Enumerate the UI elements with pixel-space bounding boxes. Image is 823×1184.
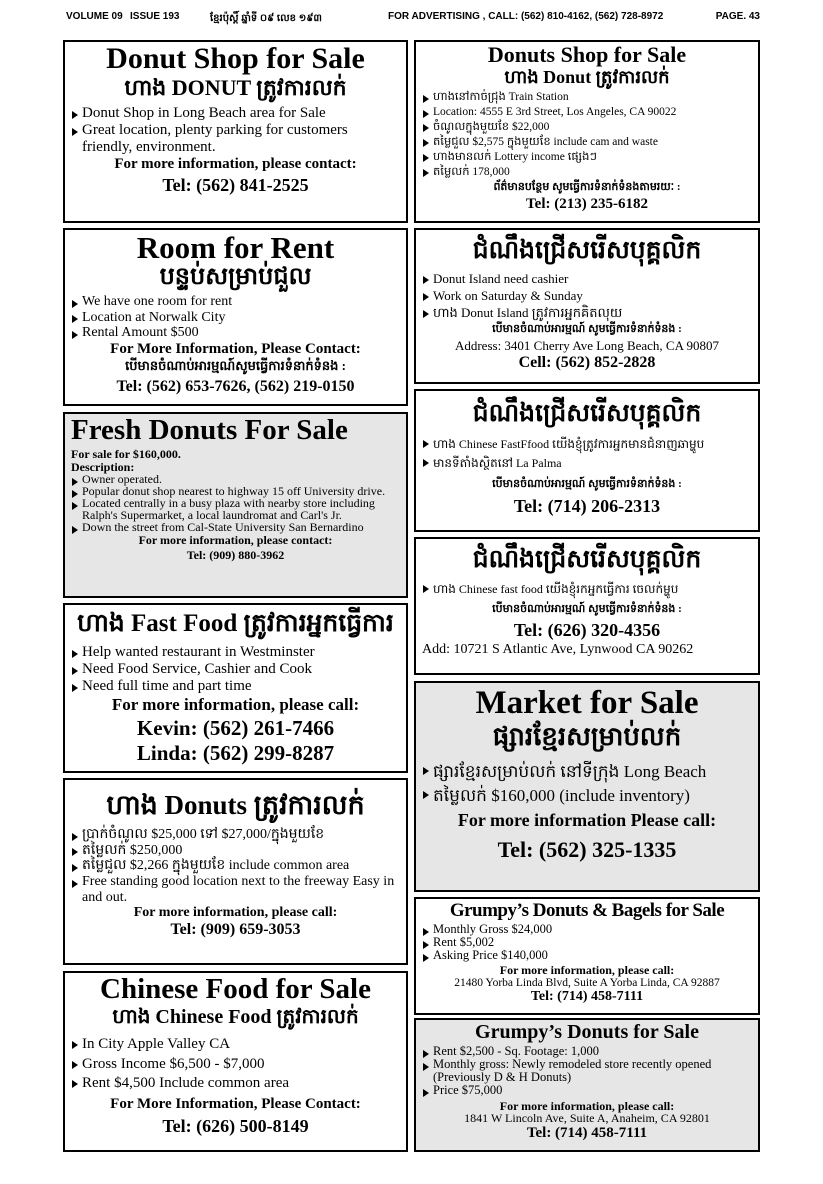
ad-hiring-fastfood-lapalma	[414, 389, 760, 532]
contact-text: For more information, please contact:	[114, 156, 357, 173]
list-item: Monthly gross: Newly remodeled store recently opened (Previously D & H Donuts)	[422, 1058, 752, 1084]
list-item: ហាងមានលក់ Lottery income ផ្សេងៗ	[422, 150, 752, 165]
list-item: ហាង Donut Island ត្រូវការអ្នកគិតលុយ	[422, 305, 752, 322]
contact-text: For more information Please call:	[457, 809, 717, 830]
list-item: Help wanted restaurant in Westminster	[71, 644, 400, 661]
address-text: 1841 W Lincoln Ave, Suite A, Anaheim, CA 92801	[464, 1111, 710, 1126]
list-item: ប្រាក់ចំណូល $25,000 ទៅ $27,000/ក្នុងមួយខែ	[71, 827, 400, 843]
list-item: Donut Island need cashier	[422, 271, 752, 288]
page-number: PAGE. 43	[715, 11, 760, 22]
khmer-contact-text: បើមានចំណាប់អារម្មណ៍សូមធ្វើការទំនាក់ទំនង :	[125, 358, 346, 374]
phone-number: Tel: (714) 458-7111	[530, 989, 644, 1005]
ad-title: ជំណឹងជ្រើសរើសបុគ្គលិក	[472, 546, 702, 573]
list-item: Need full time and part time	[71, 678, 400, 695]
phone-number: Tel: (562) 841-2525	[162, 175, 309, 196]
list-item: តម្លៃលក់ $250,000	[71, 843, 400, 859]
ad-title: Donuts Shop for Sale	[487, 42, 687, 67]
list-item: Price $75,000	[422, 1084, 752, 1097]
issue-label: ISSUE 193	[130, 11, 180, 22]
list-item: Great location, plenty parking for customers friendly, environment.	[71, 122, 400, 156]
ad-title: Market for Sale	[475, 685, 699, 721]
ad-room-rent	[63, 228, 408, 406]
ad-subtitle: បន្ទប់សម្រាប់ជួល	[159, 264, 312, 290]
list-item: Free standing good location next to the freeway Easy in and out.	[71, 874, 400, 905]
khmer-contact-text: បើមានចំណាប់អារម្មណ៍ សូមធ្វើការទំនាក់ទំនង :	[492, 478, 682, 491]
ad-chinese-food	[63, 971, 408, 1152]
contact-text: For More Information, Please Contact:	[110, 1095, 361, 1112]
ad-donuts-shop	[414, 40, 760, 223]
list-item: Rent $4,500 Include common area	[71, 1074, 400, 1094]
ad-title: Grumpy’s Donuts for Sale	[475, 1021, 699, 1043]
contact-text: For more information, please call:	[499, 1098, 675, 1113]
ad-donut-shop	[63, 40, 408, 223]
ad-subtitle: ហាង Donut ត្រូវការលក់	[504, 67, 670, 87]
list-item: តម្លៃលក់ $160,000 (include inventory)	[422, 784, 752, 808]
ad-title: Room for Rent	[136, 230, 335, 265]
list-item: មានទីតាំងស្ថិតនៅ La Palma	[422, 454, 752, 473]
contact-text: For More Information, Please Contact:	[110, 341, 361, 358]
ad-donuts-sale	[63, 778, 408, 965]
ad-subtitle: ហាង Chinese Food ត្រូវការលក់	[112, 1006, 359, 1028]
list-item: តម្លៃលក់ 178,000	[422, 165, 752, 180]
ad-title: Grumpy’s Donuts & Bagels for Sale	[449, 900, 725, 921]
list-item: Location: 4555 E 3rd Street, Los Angeles, CA 90022	[422, 105, 752, 120]
list-item: Owner operated.	[71, 473, 400, 485]
contact-text: For more information, please call:	[133, 905, 338, 921]
list-item: Popular donut shop nearest to highway 15 off University drive.	[71, 485, 400, 497]
list-item: Monthly Gross $24,000	[422, 923, 752, 936]
ad-title: ជំណឹងជ្រើសរើសបុគ្គលិក	[472, 400, 702, 427]
phone-number: Cell: (562) 852-2828	[518, 353, 656, 371]
khmer-contact-text: បើមានចំណាប់អារម្មណ៍ សូមធ្វើការទំនាក់ទំនង :	[492, 603, 682, 616]
contact-text: For more information, please call:	[111, 695, 360, 715]
list-item: ផ្សារខ្មែរសម្រាប់លក់ នៅទីក្រុង Long Beach	[422, 760, 752, 784]
phone-number: Tel: (626) 500-8149	[162, 1115, 309, 1136]
list-item: តម្លៃជួល $2,266 ក្នុងមួយខែ include common area	[71, 858, 400, 874]
list-item: Donut Shop in Long Beach area for Sale	[71, 105, 400, 122]
list-item: ហាង Chinese FastFfood យើងខ្ញុំត្រូវការអ្នកមានជំនាញឆាម្ហូប	[422, 435, 752, 454]
ad-subtitle: ផ្សារខ្មែរសម្រាប់លក់	[492, 722, 682, 751]
ad-fresh-donuts	[63, 412, 408, 598]
list-item: ហាង Chinese fast food យើងខ្ញុំរកអ្នកធ្វើការ ចេលក់ម្ហូប	[422, 580, 752, 599]
list-item: ហាងនៅកាច់ជ្រុង Train Station	[422, 90, 752, 105]
ad-title: Chinese Food for Sale	[100, 973, 371, 1005]
ad-title: ជំណឹងជ្រើសរើសបុគ្គលិក	[472, 237, 702, 264]
ad-subtitle: ហាង DONUT ត្រូវការលក់	[124, 75, 347, 100]
ad-hiring-fastfood-lynwood	[414, 537, 760, 675]
phone-number: Tel: (213) 235-6182	[526, 195, 648, 212]
ad-hiring-donut-island	[414, 228, 760, 384]
list-item: Down the street from Cal-State University San Bernardino	[71, 521, 400, 533]
phone-number: Tel: (714) 206-2313	[513, 496, 661, 517]
list-item: តម្លៃជួល $2,575 ក្នុងមួយខែ include cam and waste	[422, 135, 752, 150]
contact-text: For more information, please call:	[499, 963, 675, 978]
ad-title: Fresh Donuts For Sale	[71, 414, 348, 446]
ad-title: ហាង Donuts ត្រូវការលក់	[106, 790, 365, 820]
contact-text: For more information, please contact:	[138, 533, 333, 548]
list-item: Gross Income $6,500 - $7,000	[71, 1055, 400, 1075]
list-item: Asking Price $140,000	[422, 949, 752, 962]
phone-number: Tel: (909) 880-3962	[186, 548, 285, 563]
list-item: Work on Saturday & Sunday	[422, 288, 752, 305]
list-item: Need Food Service, Cashier and Cook	[71, 661, 400, 678]
ad-market-sale	[414, 681, 760, 892]
list-item: Located centrally in a busy plaza with nearby store including Ralph's Supermarket, a local laundromat and Carl's Jr.	[71, 497, 400, 521]
address-text: Add: 10721 S Atlantic Ave, Lynwood CA 90262	[422, 642, 694, 658]
ad-title: Donut Shop for Sale	[106, 42, 365, 75]
khmer-contact-text: បើមានចំណាប់អារម្មណ៍ សូមធ្វើការទំនាក់ទំនង :	[492, 322, 682, 335]
khmer-contact-text: ព័ត៌មានបន្ថែម សូមធ្វើការទំនាក់ទំនងតាមរយៈ :	[493, 180, 681, 193]
page-header	[66, 8, 760, 24]
phone-number: Tel: (562) 653-7626, (562) 219-0150	[116, 378, 355, 396]
list-item: ចំណូលក្នុងមួយខែ $22,000	[422, 120, 752, 135]
advertising-contact: FOR ADVERTISING , CALL: (562) 810-4162, (562) 728-8972	[388, 11, 664, 22]
ad-title: ហាង Fast Food ត្រូវការអ្នកធ្វើការ	[77, 610, 394, 637]
list-item: Rent $2,500 - Sq. Footage: 1,000	[422, 1045, 752, 1058]
price-text: For sale for $160,000.	[71, 447, 181, 461]
khmer-issue-label: ខ្មែរប៉ុស្តិ៍ ឆ្នាំទី ០៩ លេខ ១៩៣	[210, 13, 322, 24]
description-label: Description:	[71, 459, 135, 474]
list-item: Rent $5,002	[422, 936, 752, 949]
ad-grumpys-donuts	[414, 1018, 760, 1152]
phone-number: Tel: (714) 458-7111	[526, 1124, 648, 1141]
list-item: We have one room for rent	[71, 294, 400, 310]
volume-label: VOLUME 09	[66, 11, 123, 22]
ad-fast-food	[63, 603, 408, 773]
address-text: Address: 3401 Cherry Ave Long Beach, CA 90807	[454, 337, 720, 353]
phone-number: Tel: (562) 325-1335	[497, 836, 677, 862]
list-item: In City Apple Valley CA	[71, 1035, 400, 1055]
list-item: Rental Amount $500	[71, 325, 400, 341]
list-item: Location at Norwalk City	[71, 310, 400, 326]
address-text: 21480 Yorba Linda Blvd, Suite A Yorba Linda, CA 92887	[454, 976, 720, 989]
phone-number: Tel: (626) 320-4356	[513, 620, 661, 641]
phone-number-linda: Linda: (562) 299-8287	[136, 741, 335, 766]
phone-number-kevin: Kevin: (562) 261-7466	[136, 716, 335, 741]
ad-grumpys-bagels	[414, 897, 760, 1015]
phone-number: Tel: (909) 659-3053	[170, 921, 301, 939]
